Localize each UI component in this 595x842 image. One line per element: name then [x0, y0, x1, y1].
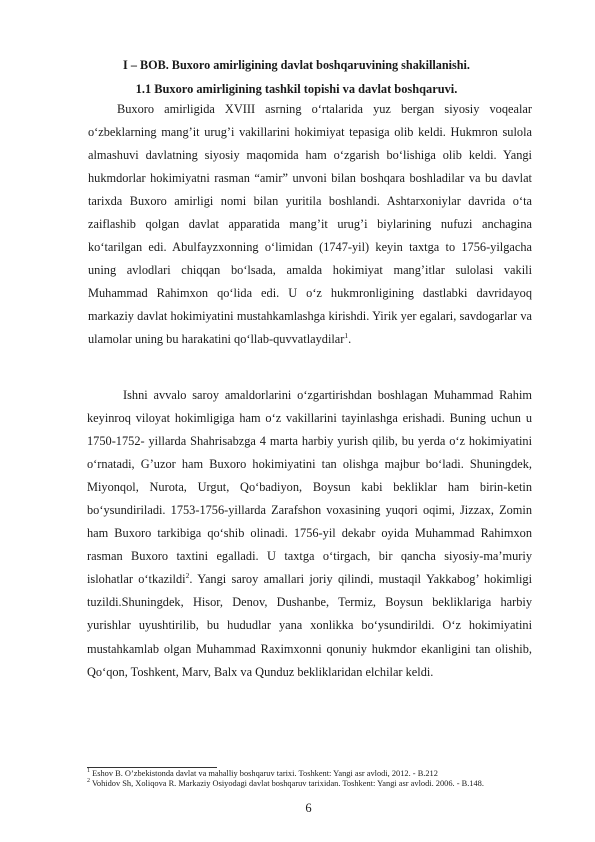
footnote-number: 1	[87, 768, 90, 775]
page-number: 6	[305, 801, 312, 815]
paragraph-text: Buxoro amirligida XVIII asrning o‘rtalarida yuz bergan siyosiy voqealar o‘zbeklarning mang’it urug’i vakillarini hokimiyat tepasiga olib keldi. Hukmron sulola almashuvi davlatning siyosiy maqomida ham o‘zgarish bo‘lishiga olib keldi. Yangi hukmdorlar hokimiyatni rasman “amir” unvoni bilan boshqara boshladilar va bu davlat tarixda Buxoro amirligi nomi bilan yuritila boshlandi. Ashtarxoniylar davrida o‘ta zaiflashib qolgan davlat apparatida mang’it urug’i biylarining nufuzi anchagina ko‘tarilgan edi. Abulfayzxonning o‘limidan (1747-yil) keyin taxtga to 1756-yilgacha uning avlodlari chiqqan bo‘lsada, amalda hokimiyat mang’itlar sulolasi vakili Muhammad Rahimxon qo‘lida edi. U o‘z hukmronligining dastlabki davridayoq markaziy davlat hokimiyatini mustahkamlashga kirishdi. Yirik yer egalari, savdogarlar va ulamolar uning bu harakatini qo‘llab-quvvatlaydilar	[88, 102, 532, 347]
footnote-2	[87, 779, 533, 789]
footnote-reference-1[interactable]: 1	[344, 331, 349, 341]
body-paragraph-2	[87, 384, 532, 684]
body-paragraph-1	[88, 98, 532, 352]
paragraph-text-b: . Yangi saroy amallari joriy qilindi, mustaqil Yakkabog’ hokimligi tuzildi.Shuningdek, Hisor, Denov, Dushanbe, Termiz, Boysun bekliklariga harbiy yurishlar uyushtirilib, bu hududlar yana xonlikka bo‘ysundirildi. O‘z hokimiyatini mustahkamlab olgan Muhammad Raximxonni qonuniy hukmdor ekanligini tan olishib, Qo‘qon, Toshkent, Marv, Balx va Qunduz bekliklaridan elchilar keldi.	[87, 572, 532, 679]
footnote-text: Vohidov Sh, Xoliqova R. Markaziy Osiyodagi davlat boshqaruv tarixidan. Toshkent: Yangi asr avlodi. 2006. - B.148.	[91, 779, 484, 788]
chapter-heading: I – BOB. Buxoro amirligining davlat boshqaruvining shakillanishi.	[123, 58, 470, 72]
paragraph-text-a: Ishni avvalo saroy amaldorlarini o‘zgartirishdan boshlagan Muhammad Rahim keyinroq viloyat hokimligiga ham o‘z vakillarini tayinlashga erishadi. Buning uchun u 1750-1752- yillarda Shahrisabzga 4 marta harbiy yurish qilib, bu yerda o‘z hokimiyatini o‘rnatadi, G’uzor ham Buxoro hokimiyatini tan olishga majbur bo‘ladi. Shuningdek, Miyonqol, Nurota, Urgut, Qo‘badiyon, Boysun kabi bekliklar ham birin-ketin bo‘ysundiriladi. 1753-1756-yillarda Zarafshon voxasining yuqori oqimi, Jizzax, Zomin ham Buxoro tarkibiga qo‘shib olinadi. 1756-yil dekabr oyida Muhammad Rahimxon rasman Buxoro taxtini egalladi. U taxtga o‘tirgach, bir qancha siyosiy-ma’muriy islohatlar o‘tkazildi	[87, 388, 532, 587]
footnote-1	[87, 769, 533, 779]
footnote-number: 2	[87, 778, 90, 785]
paragraph-end: .	[348, 332, 352, 347]
footnote-reference-2[interactable]: 2	[185, 571, 190, 581]
section-heading: 1.1 Buxoro amirligining tashkil topishi va davlat boshqaruvi.	[135, 82, 458, 96]
footnote-divider	[87, 767, 217, 768]
footnote-text: Eshov B. O’zbekistonda davlat va mahalliy boshqaruv tarixi. Toshkent: Yangi asr avlodi, 2012. - B.212	[92, 769, 438, 778]
